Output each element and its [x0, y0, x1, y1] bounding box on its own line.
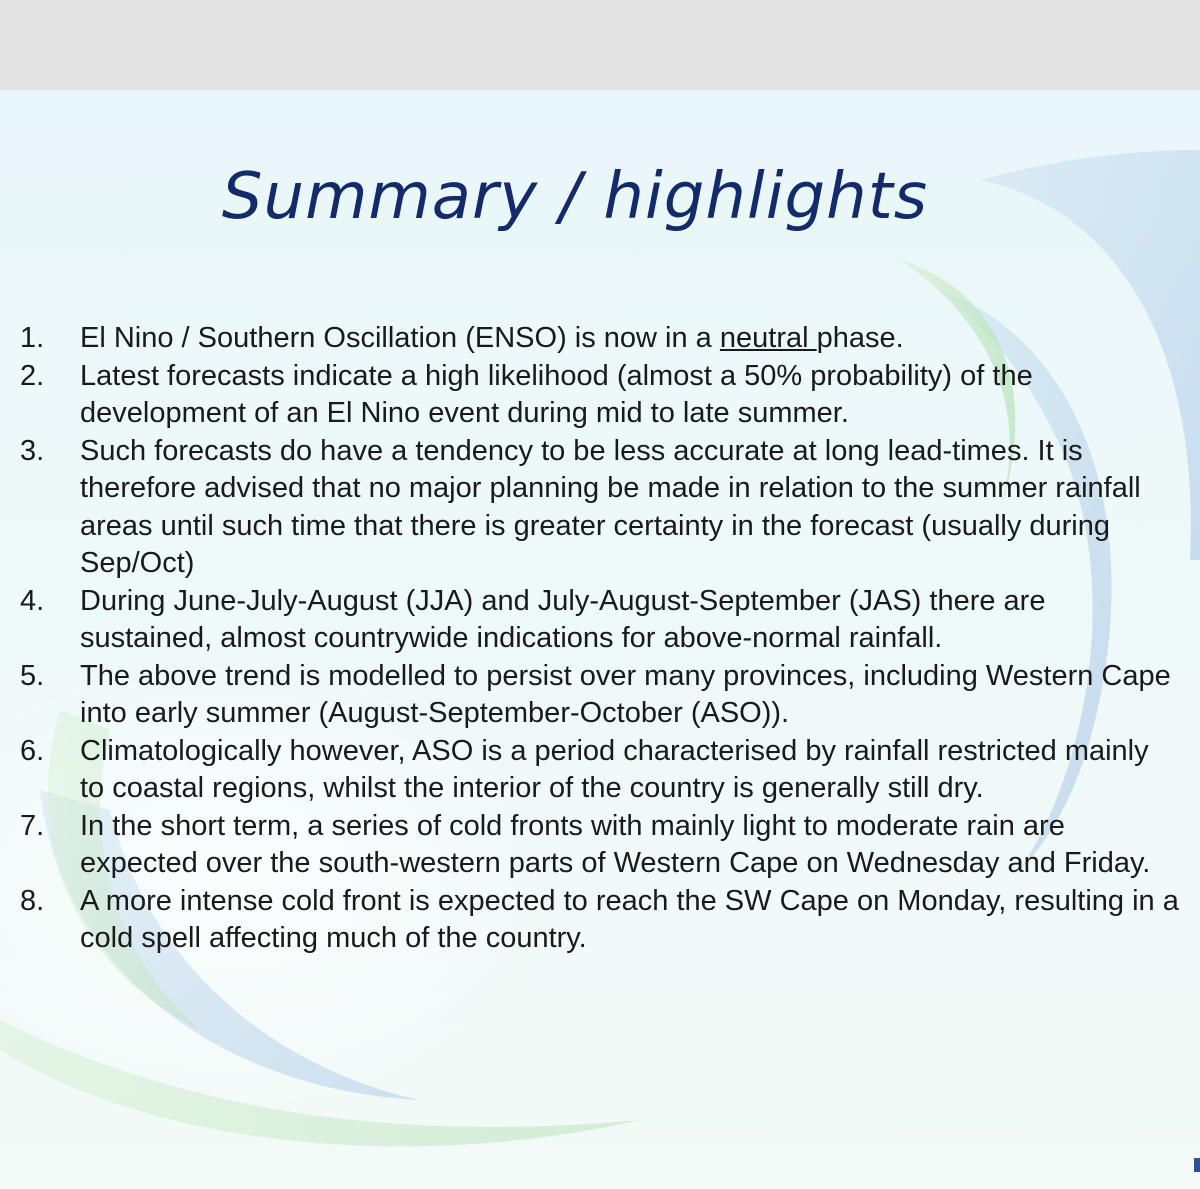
item-text: The above trend is modelled to persist over many provinces, including Western Cape into early summer (August-September-October (ASO)). — [80, 659, 1171, 729]
item-text: Latest forecasts indicate a high likelihood (almost a 50% probability) of the development of an El Nino event during mid to late summer. — [80, 359, 1033, 429]
item-text: A more intense cold front is expected to reach the SW Cape on Monday, resulting in a cold spell affecting much of the country. — [80, 884, 1179, 954]
item-number: 3. — [20, 434, 45, 467]
list-item — [20, 808, 1180, 883]
list-item — [20, 358, 1180, 433]
item-number: 6. — [20, 734, 45, 767]
item-text: Such forecasts do have a tendency to be less accurate at long lead-times. It is therefore advised that no major planning be made in relation to the summer rainfall areas until such time that there is greater certainty in the forecast (usually during Sep/Oct) — [80, 434, 1141, 579]
slide-title: Summary / highlights — [221, 160, 929, 234]
item-number: 4. — [20, 584, 45, 617]
highlights-list — [20, 320, 1180, 958]
item-number: 8. — [20, 884, 45, 917]
item-number: 7. — [20, 809, 45, 842]
corner-logo-fragment — [1194, 1158, 1200, 1172]
list-item — [20, 883, 1180, 958]
list-item — [20, 583, 1180, 658]
list-item — [20, 658, 1180, 733]
item-text-part: phase. — [816, 322, 904, 354]
underlined-term: neutral — [719, 322, 817, 354]
item-text — [80, 320, 1180, 358]
item-text: In the short term, a series of cold fronts with mainly light to moderate rain are expected over the south-western parts of Western Cape on Wednesday and Friday. — [80, 809, 1151, 879]
slide — [0, 90, 1200, 1189]
item-number: 2. — [20, 359, 45, 392]
item-number: 5. — [20, 659, 45, 692]
top-band — [0, 0, 1200, 90]
list-item — [20, 433, 1180, 583]
item-text-part: El Nino / Southern Oscillation (ENSO) is now in a — [80, 322, 720, 354]
list-item — [20, 320, 1180, 358]
item-text: During June-July-August (JJA) and July-August-September (JAS) there are sustained, almost countrywide indications for above-normal rainfall. — [80, 584, 1046, 654]
item-number: 1. — [20, 322, 45, 354]
item-text: Climatologically however, ASO is a period characterised by rainfall restricted mainly to coastal regions, whilst the interior of the country is generally still dry. — [80, 734, 1149, 804]
list-item — [20, 733, 1180, 808]
